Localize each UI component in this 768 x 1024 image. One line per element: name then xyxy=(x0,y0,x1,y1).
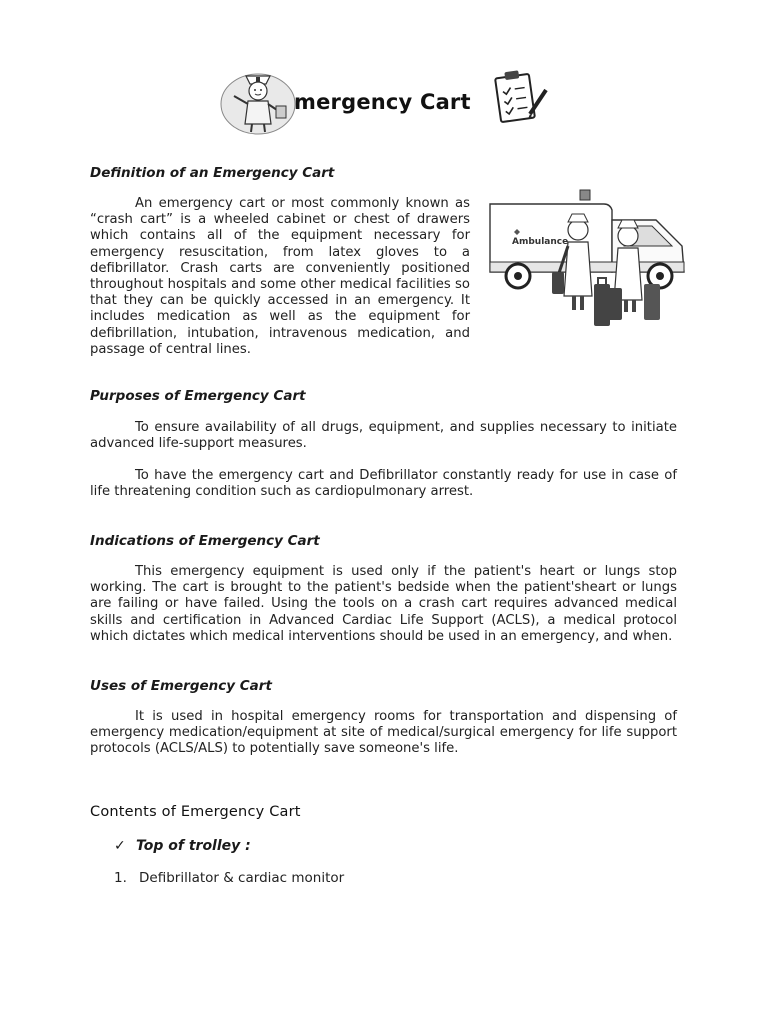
purposes-heading: Purposes of Emergency Cart xyxy=(90,388,306,404)
nurse-mascot-icon xyxy=(218,66,298,136)
purposes-paragraph-1: To ensure availability of all drugs, equipment, and supplies necessary to initiate advanced life-support measures. xyxy=(90,420,677,452)
indications-heading: Indications of Emergency Cart xyxy=(90,533,320,549)
list-item xyxy=(114,870,344,886)
document-header xyxy=(218,66,548,136)
checkmark-icon: ✓ xyxy=(114,838,126,854)
uses-heading: Uses of Emergency Cart xyxy=(90,678,272,694)
ambulance-label: Ambulance xyxy=(512,237,569,247)
definition-paragraph: An emergency cart or most commonly known as “crash cart” is a wheeled cabinet or chest of drawers which contains all of the equipment necessary for emergency resuscitation, from latex gloves to a defibrillator. Crash carts are conveniently positioned throughout hospitals and some other medical facilities so that they can be quickly accessed in an emergency. It includes medication as well as the equipment for defibrillation, intubation, intravenous medication, and passage of central lines. xyxy=(90,196,470,357)
definition-heading: Definition of an Emergency Cart xyxy=(90,165,335,181)
list-item-number: 1. xyxy=(114,870,127,886)
document-title: mergency Cart xyxy=(294,90,471,114)
contents-heading: Contents of Emergency Cart xyxy=(90,804,301,820)
clipboard-checklist-icon xyxy=(490,68,548,128)
indications-paragraph: This emergency equipment is used only if the patient's heart or lungs stop working. The cart is brought to the patient's bedside when the patient'sheart or lungs are failing or have failed. Using the tools on a crash cart requires advanced medical skills and certification in Advanced Cardiac Life Support (ACLS), a medical protocol which dictates which medical interventions should be used in an emergency, and when. xyxy=(90,564,677,644)
contents-subheading: Top of trolley : xyxy=(136,838,251,854)
ambulance-nurses-illustration xyxy=(484,186,694,331)
uses-paragraph: It is used in hospital emergency rooms for transportation and dispensing of emergency medication/equipment at site of medical/surgical emergency for life support protocols (ACLS/ALS) to potentially save someone's life. xyxy=(90,709,677,757)
contents-subheading-row xyxy=(114,838,251,854)
list-item-text: Defibrillator & cardiac monitor xyxy=(139,870,345,886)
purposes-paragraph-2: To have the emergency cart and Defibrillator constantly ready for use in case of life threatening condition such as cardiopulmonary arrest. xyxy=(90,468,677,500)
